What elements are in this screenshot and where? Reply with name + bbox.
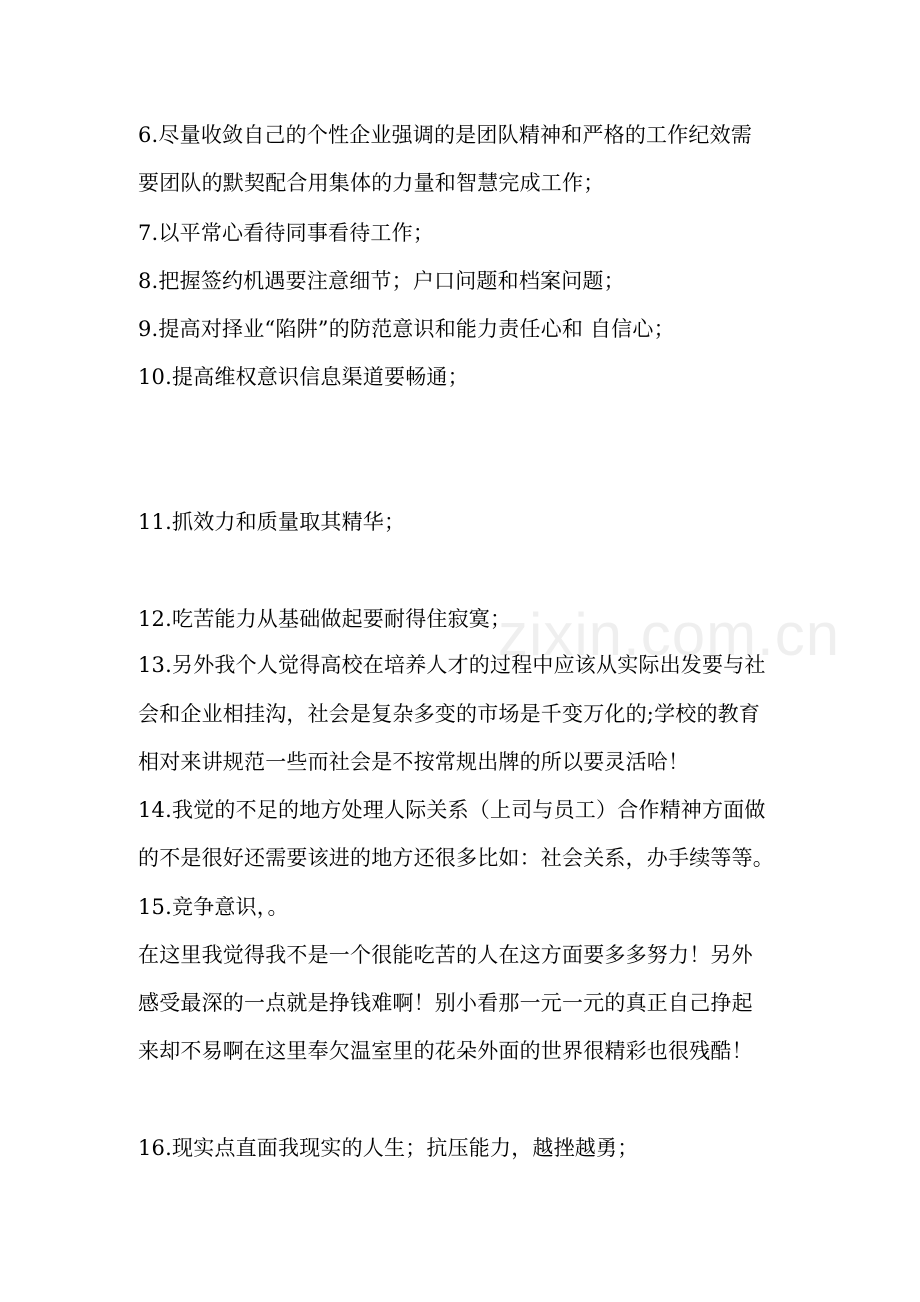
text-line: 16.现实点直面我现实的人生；抗压能力，越挫越勇； [138,1136,639,1160]
text-line: 相对来讲规范一些而社会是不按常规出牌的所以要灵活哈！ [138,750,690,774]
watermark: zixin.com.cn [498,601,841,668]
text-line: 要团队的默契配合用集体的力量和智慧完成工作； [138,171,605,195]
text-line: 9.提高对择业“陷阱”的防范意识和能力责任心和 自信心； [138,317,675,341]
text-line: 会和企业相挂沟，社会是复杂多变的市场是千变万化的;学校的教育 [138,702,761,726]
text-line: 14.我觉的不足的地方处理人际关系（上司与员工）合作精神方面做 [138,798,766,822]
text-line: 8.把握签约机遇要注意细节；户口问题和档案问题； [138,269,625,293]
text-line: 11.抓效力和质量取其精华； [138,510,406,534]
text-line: 来却不易啊在这里奉欠温室里的花朵外面的世界很精彩也很残酷！ [138,1039,753,1063]
text-line: 感受最深的一点就是挣钱难啊！别小看那一元一元的真正自己挣起 [138,991,753,1015]
text-line: 10.提高维权意识信息渠道要畅通； [138,365,469,389]
text-line: 的不是很好还需要该进的地方还很多比如：社会关系，办手续等等。 [138,846,774,870]
text-line: 6.尽量收敛自己的个性企业强调的是团队精神和严格的工作纪效需 [138,123,753,147]
text-line: 在这里我觉得我不是一个很能吃苦的人在这方面要多多努力！另外 [138,943,753,967]
text-line: 15.竞争意识，。 [138,895,289,919]
text-line: 7.以平常心看待同事看待工作； [138,221,435,245]
text-line: 12.吃苦能力从基础做起要耐得住寂寞； [138,607,512,631]
text-line: 13.另外我个人觉得高校在培养人才的过程中应该从实际出发要与社 [138,653,766,677]
